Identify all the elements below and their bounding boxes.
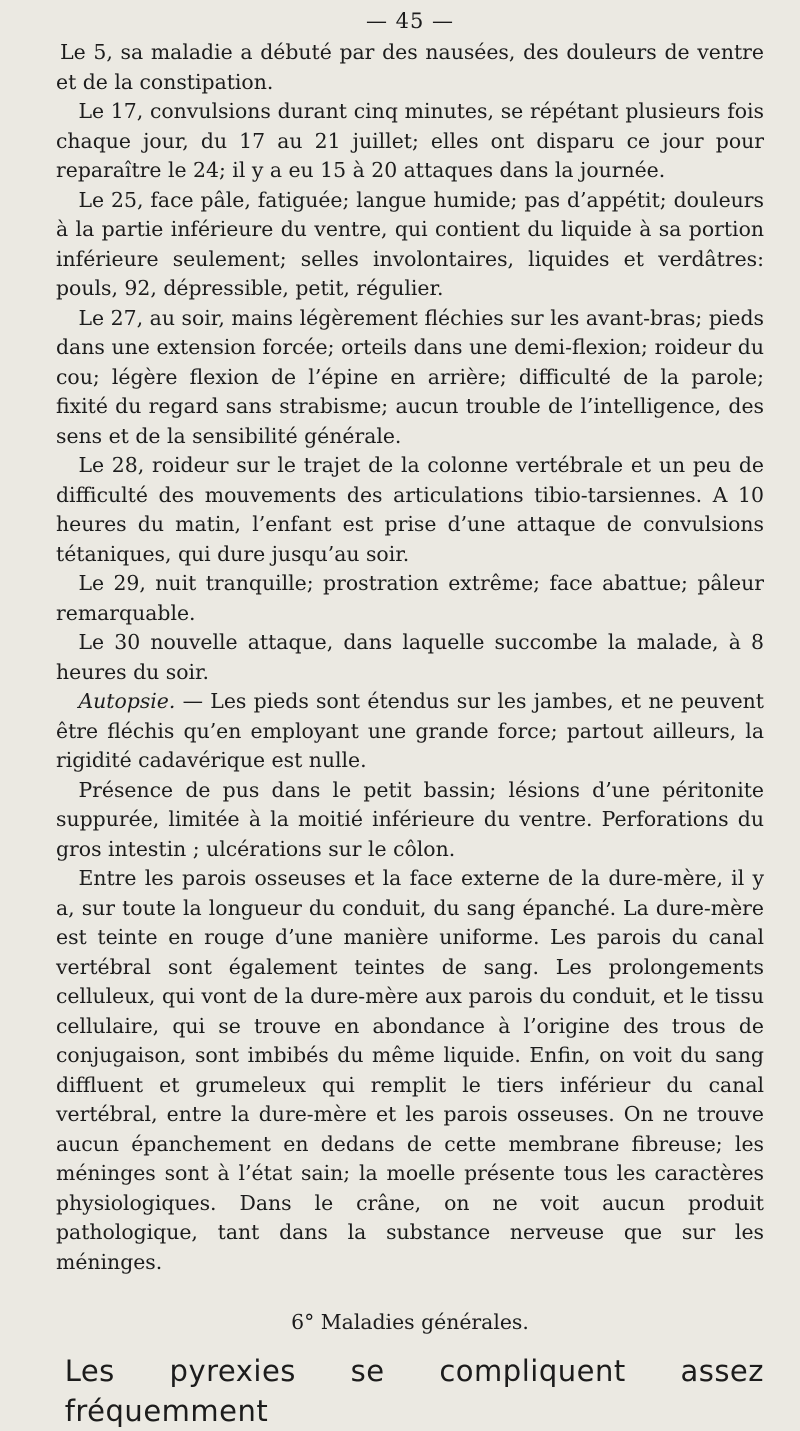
paragraph-pus: Présence de pus dans le petit bassin; lésions d’une péritonite suppurée, limitée à la moitié inférieure du ventre. Perforations du gros intestin ; ulcérations sur le côlon. — [56, 777, 764, 861]
paragraph-day-27: Le 27, au soir, mains légèrement fléchies sur les avant-bras; pieds dans une extension forcée; orteils dans une demi-flexion; roideur du cou; légère flexion de l’épine en arrière; difficulté de la parole; fixité du regard sans strabisme; aucun trouble de l’intelligence, des sens et de la sensibilité générale. — [56, 305, 764, 448]
paragraph-autopsy — [56, 687, 764, 776]
paragraph-day-29: Le 29, nuit tranquille; prostration extrême; face abattue; pâleur remarquable. — [56, 571, 764, 625]
paragraph-day-25: Le 25, face pâle, fatiguée; langue humide; pas d’appétit; douleurs à la partie inférieure du ventre, qui contient du liquide à sa portion inférieure seulement; selles involontaires, liquides et verdâtres: pouls, 92, dépressible, petit, régulier. — [56, 187, 764, 300]
section-heading: 6° Maladies générales. — [291, 1310, 529, 1334]
paragraph-day-17: Le 17, convulsions durant cinq minutes, se répétant plusieurs fois chaque jour, du 17 au 21 juillet; elles ont disparu ce jour pour reparaître le 24; il y a eu 15 à 20 attaques dans la journée. — [56, 99, 764, 182]
paragraph-day-28: Le 28, roideur sur le trajet de la colonne vertébrale et un peu de difficulté des mouvements des articulations tibio-tarsiennes. A 10 heures du matin, l’enfant est prise d’une attaque de convulsions tétaniques, qui dure jusqu’au soir. — [56, 453, 764, 566]
paragraph-day-5: Le 5, sa maladie a débuté par des nausées, des douleurs de ventre et de la constipation. — [56, 40, 764, 94]
autopsy-text: — Les pieds sont étendus sur les jambes, et ne peuvent être fléchis qu’en employant une grande force; partout ailleurs, la rigidité cadavérique est nulle. — [56, 689, 764, 772]
autopsy-label: Autopsie. — [78, 689, 176, 713]
closing-line: Les pyrexies se compliquent assez fréquemment — [64, 1354, 764, 1428]
paragraph-day-30: Le 30 nouvelle attaque, dans laquelle succombe la malade, à 8 heures du soir. — [56, 630, 764, 684]
page-number: — 45 — — [365, 9, 455, 33]
body-text — [56, 38, 764, 1277]
paragraph-dura-mater: Entre les parois osseuses et la face externe de la dure-mère, il y a, sur toute la longueur du conduit, du sang épanché. La dure-mère est teinte en rouge d’une manière uniforme. Les parois du canal vertébral sont également teintes de sang. Les prolongements celluleux, qui vont de la dure-mère aux parois du conduit, et le tissu cellulaire, qui se trouve en abondance à l’origine des trous de conjugaison, sont imbibés du même liquide. Enfin, on voit du sang diffluent et grumeleux qui remplit le tiers inférieur du canal vertébral, entre la dure-mère et les parois osseuses. On ne trouve aucun épanchement en dedans de cette membrane fibreuse; les méninges sont à l’état sain; la moelle présente tous les caractères physiologiques. Dans le crâne, on ne voit aucun produit pathologique, tant dans la substance nerveuse que sur les méninges. — [56, 866, 764, 1274]
